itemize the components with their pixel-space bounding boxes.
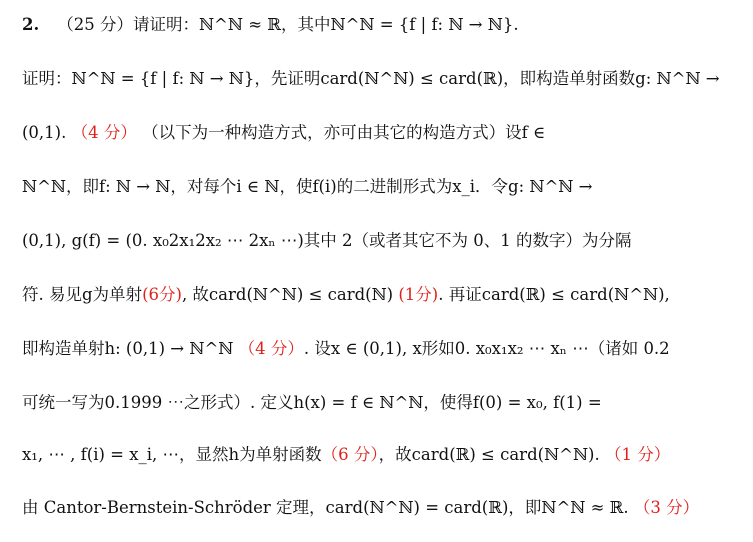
proof-text: 由 Cantor-Bernstein-Schröder 定理，card(ℕ^ℕ) = card(ℝ)，即ℕ^ℕ ≈ ℝ. [22, 498, 629, 517]
proof-line-9 [22, 444, 733, 466]
proof-text: 符. 易见g为单射 [22, 285, 143, 304]
proof-text: ，故card(ℝ) ≤ card(ℕ^ℕ). [378, 445, 600, 464]
proof-line-8 [22, 392, 733, 414]
proof-line-3 [22, 122, 733, 144]
proof-text: . 设x ∈ (0,1), x形如0. x₀x₁x₂ ⋯ xₙ ⋯（诸如 0.2 [303, 339, 670, 358]
proof-text: （以下为一种构造方式，亦可由其它的构造方式）设f ∈ [142, 123, 546, 142]
score-annotation: （4 分） [71, 123, 137, 142]
score-annotation: (6分) [142, 285, 182, 304]
proof-line-2 [22, 68, 733, 90]
score-annotation: （6 分） [321, 445, 379, 464]
proof-text: (0,1). [22, 123, 67, 142]
proof-text: 可统一写为0.1999 ⋯之形式）. 定义h(x) = f ∈ ℕ^ℕ，使得f(0) = x₀, f(1) = [22, 393, 602, 412]
proof-text: (0,1), g(f) = (0. x₀2x₁2x₂ ⋯ 2xₙ ⋯)其中 2（或者其它不为 0、1 的数字）为分隔 [22, 231, 632, 250]
proof-line-10 [22, 497, 733, 519]
score-annotation: （1 分） [605, 445, 671, 464]
proof-text: ℕ^ℕ，即f: ℕ → ℕ，对每个i ∈ ℕ，使f(i)的二进制形式为x_i．令g: ℕ^ℕ → [22, 177, 593, 196]
proof-line-5 [22, 230, 733, 252]
proof-line-4 [22, 176, 733, 198]
problem-statement: （25 分）请证明：ℕ^ℕ ≈ ℝ，其中ℕ^ℕ = {f | f: ℕ → ℕ}. [57, 15, 519, 34]
score-annotation: （3 分） [633, 498, 700, 517]
proof-text: 即构造单射h: (0,1) → ℕ^ℕ [22, 339, 234, 358]
proof-text: , 故card(ℕ^ℕ) ≤ card(ℕ) [181, 285, 394, 304]
score-annotation: （4 分） [238, 339, 304, 358]
problem-number: 2. [22, 15, 40, 34]
proof-text: . 再证card(ℝ) ≤ card(ℕ^ℕ), [438, 285, 670, 304]
proof-text: x₁, ⋯ , f(i) = x_i, ⋯，显然h为单射函数 [22, 445, 322, 464]
proof-line-6 [22, 284, 733, 306]
score-annotation: (1分) [398, 285, 439, 304]
problem-statement-line [22, 14, 733, 36]
proof-line-7 [22, 338, 733, 360]
proof-text: 证明：ℕ^ℕ = {f | f: ℕ → ℕ}，先证明card(ℕ^ℕ) ≤ card(ℝ)，即构造单射函数g: ℕ^ℕ → [22, 69, 720, 88]
